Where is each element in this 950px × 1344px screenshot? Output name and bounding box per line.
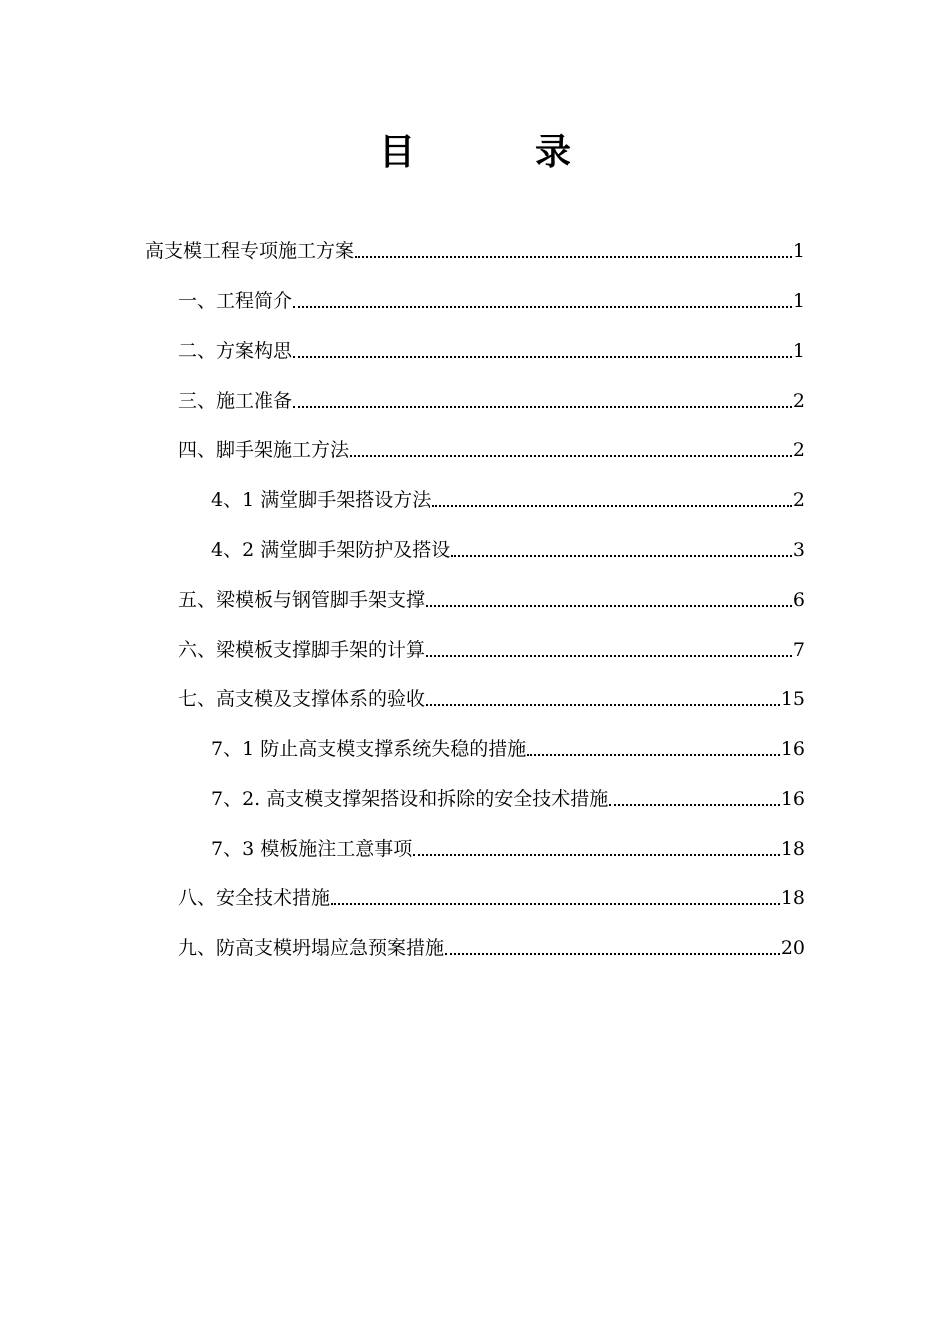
toc-entry-label: 七、高支模及支撑体系的验收	[178, 688, 426, 710]
toc-page-number: 18	[780, 887, 805, 909]
toc-leader-dots	[426, 585, 792, 615]
toc-leader-dots	[293, 386, 792, 416]
toc-entry[interactable]	[211, 485, 805, 515]
toc-entry-label: 高支模工程专项施工方案	[145, 240, 355, 262]
toc-leader-dots	[293, 336, 792, 366]
toc-entry[interactable]	[178, 286, 805, 316]
toc-page-number: 7	[792, 639, 805, 661]
toc-leader-dots	[432, 485, 792, 515]
toc-page-number: 6	[792, 589, 805, 611]
toc-page-number: 1	[792, 340, 805, 362]
toc-entry-label: 4、2 满堂脚手架防护及搭设	[211, 539, 451, 561]
toc-entry[interactable]	[211, 535, 805, 565]
toc-page-number: 3	[792, 539, 805, 561]
toc-title-char-1: 目	[378, 131, 415, 173]
toc-entry-label: 7、2. 高支模支撑架搭设和拆除的安全技术措施	[211, 788, 609, 810]
toc-page-number: 20	[780, 937, 805, 959]
toc-leader-dots	[609, 784, 780, 814]
toc-entry[interactable]	[178, 933, 805, 963]
toc-leader-dots	[426, 635, 792, 665]
toc-leader-dots	[355, 236, 792, 266]
toc-leader-dots	[413, 834, 780, 864]
toc-page-number: 15	[780, 688, 805, 710]
toc-entry[interactable]	[178, 435, 805, 465]
toc-entry-label: 二、方案构思	[178, 340, 293, 362]
toc-title-char-2: 录	[535, 131, 572, 173]
toc-entry[interactable]	[178, 883, 805, 913]
toc-leader-dots	[350, 435, 792, 465]
toc-entry[interactable]	[211, 734, 805, 764]
toc-entry[interactable]	[178, 635, 805, 665]
toc-entry[interactable]	[178, 684, 805, 714]
toc-page-number: 2	[792, 439, 805, 461]
toc-page-number: 1	[792, 240, 805, 262]
toc-entry-label: 五、梁模板与钢管脚手架支撑	[178, 589, 426, 611]
toc-leader-dots	[527, 734, 780, 764]
toc-entry-label: 一、工程简介	[178, 290, 293, 312]
toc-entry[interactable]	[178, 386, 805, 416]
toc-entry[interactable]	[178, 336, 805, 366]
toc-entry[interactable]	[211, 834, 805, 864]
toc-leader-dots	[426, 684, 780, 714]
toc-entry-label: 4、1 满堂脚手架搭设方法	[211, 489, 432, 511]
toc-page-number: 1	[792, 290, 805, 312]
toc-page-number: 16	[780, 788, 805, 810]
toc-entry-label: 八、安全技术措施	[178, 887, 331, 909]
toc-entry-label: 九、防高支模坍塌应急预案措施	[178, 937, 445, 959]
toc-leader-dots	[445, 933, 780, 963]
toc-page-number: 16	[780, 738, 805, 760]
toc-title	[0, 128, 950, 176]
toc-page-number: 18	[780, 838, 805, 860]
toc-entry[interactable]	[145, 236, 805, 266]
toc-page-number: 2	[792, 489, 805, 511]
toc-entry-label: 三、施工准备	[178, 390, 293, 412]
toc-leader-dots	[331, 883, 780, 913]
toc-entry-label: 7、1 防止高支模支撑系统失稳的措施	[211, 738, 527, 760]
toc-entry[interactable]	[211, 784, 805, 814]
toc-entry-label: 四、脚手架施工方法	[178, 439, 350, 461]
toc-entry-label: 7、3 模板施注工意事项	[211, 838, 413, 860]
toc-leader-dots	[293, 286, 792, 316]
toc-entry[interactable]	[178, 585, 805, 615]
toc-entry-label: 六、梁模板支撑脚手架的计算	[178, 639, 426, 661]
toc-page-number: 2	[792, 390, 805, 412]
toc-leader-dots	[451, 535, 792, 565]
